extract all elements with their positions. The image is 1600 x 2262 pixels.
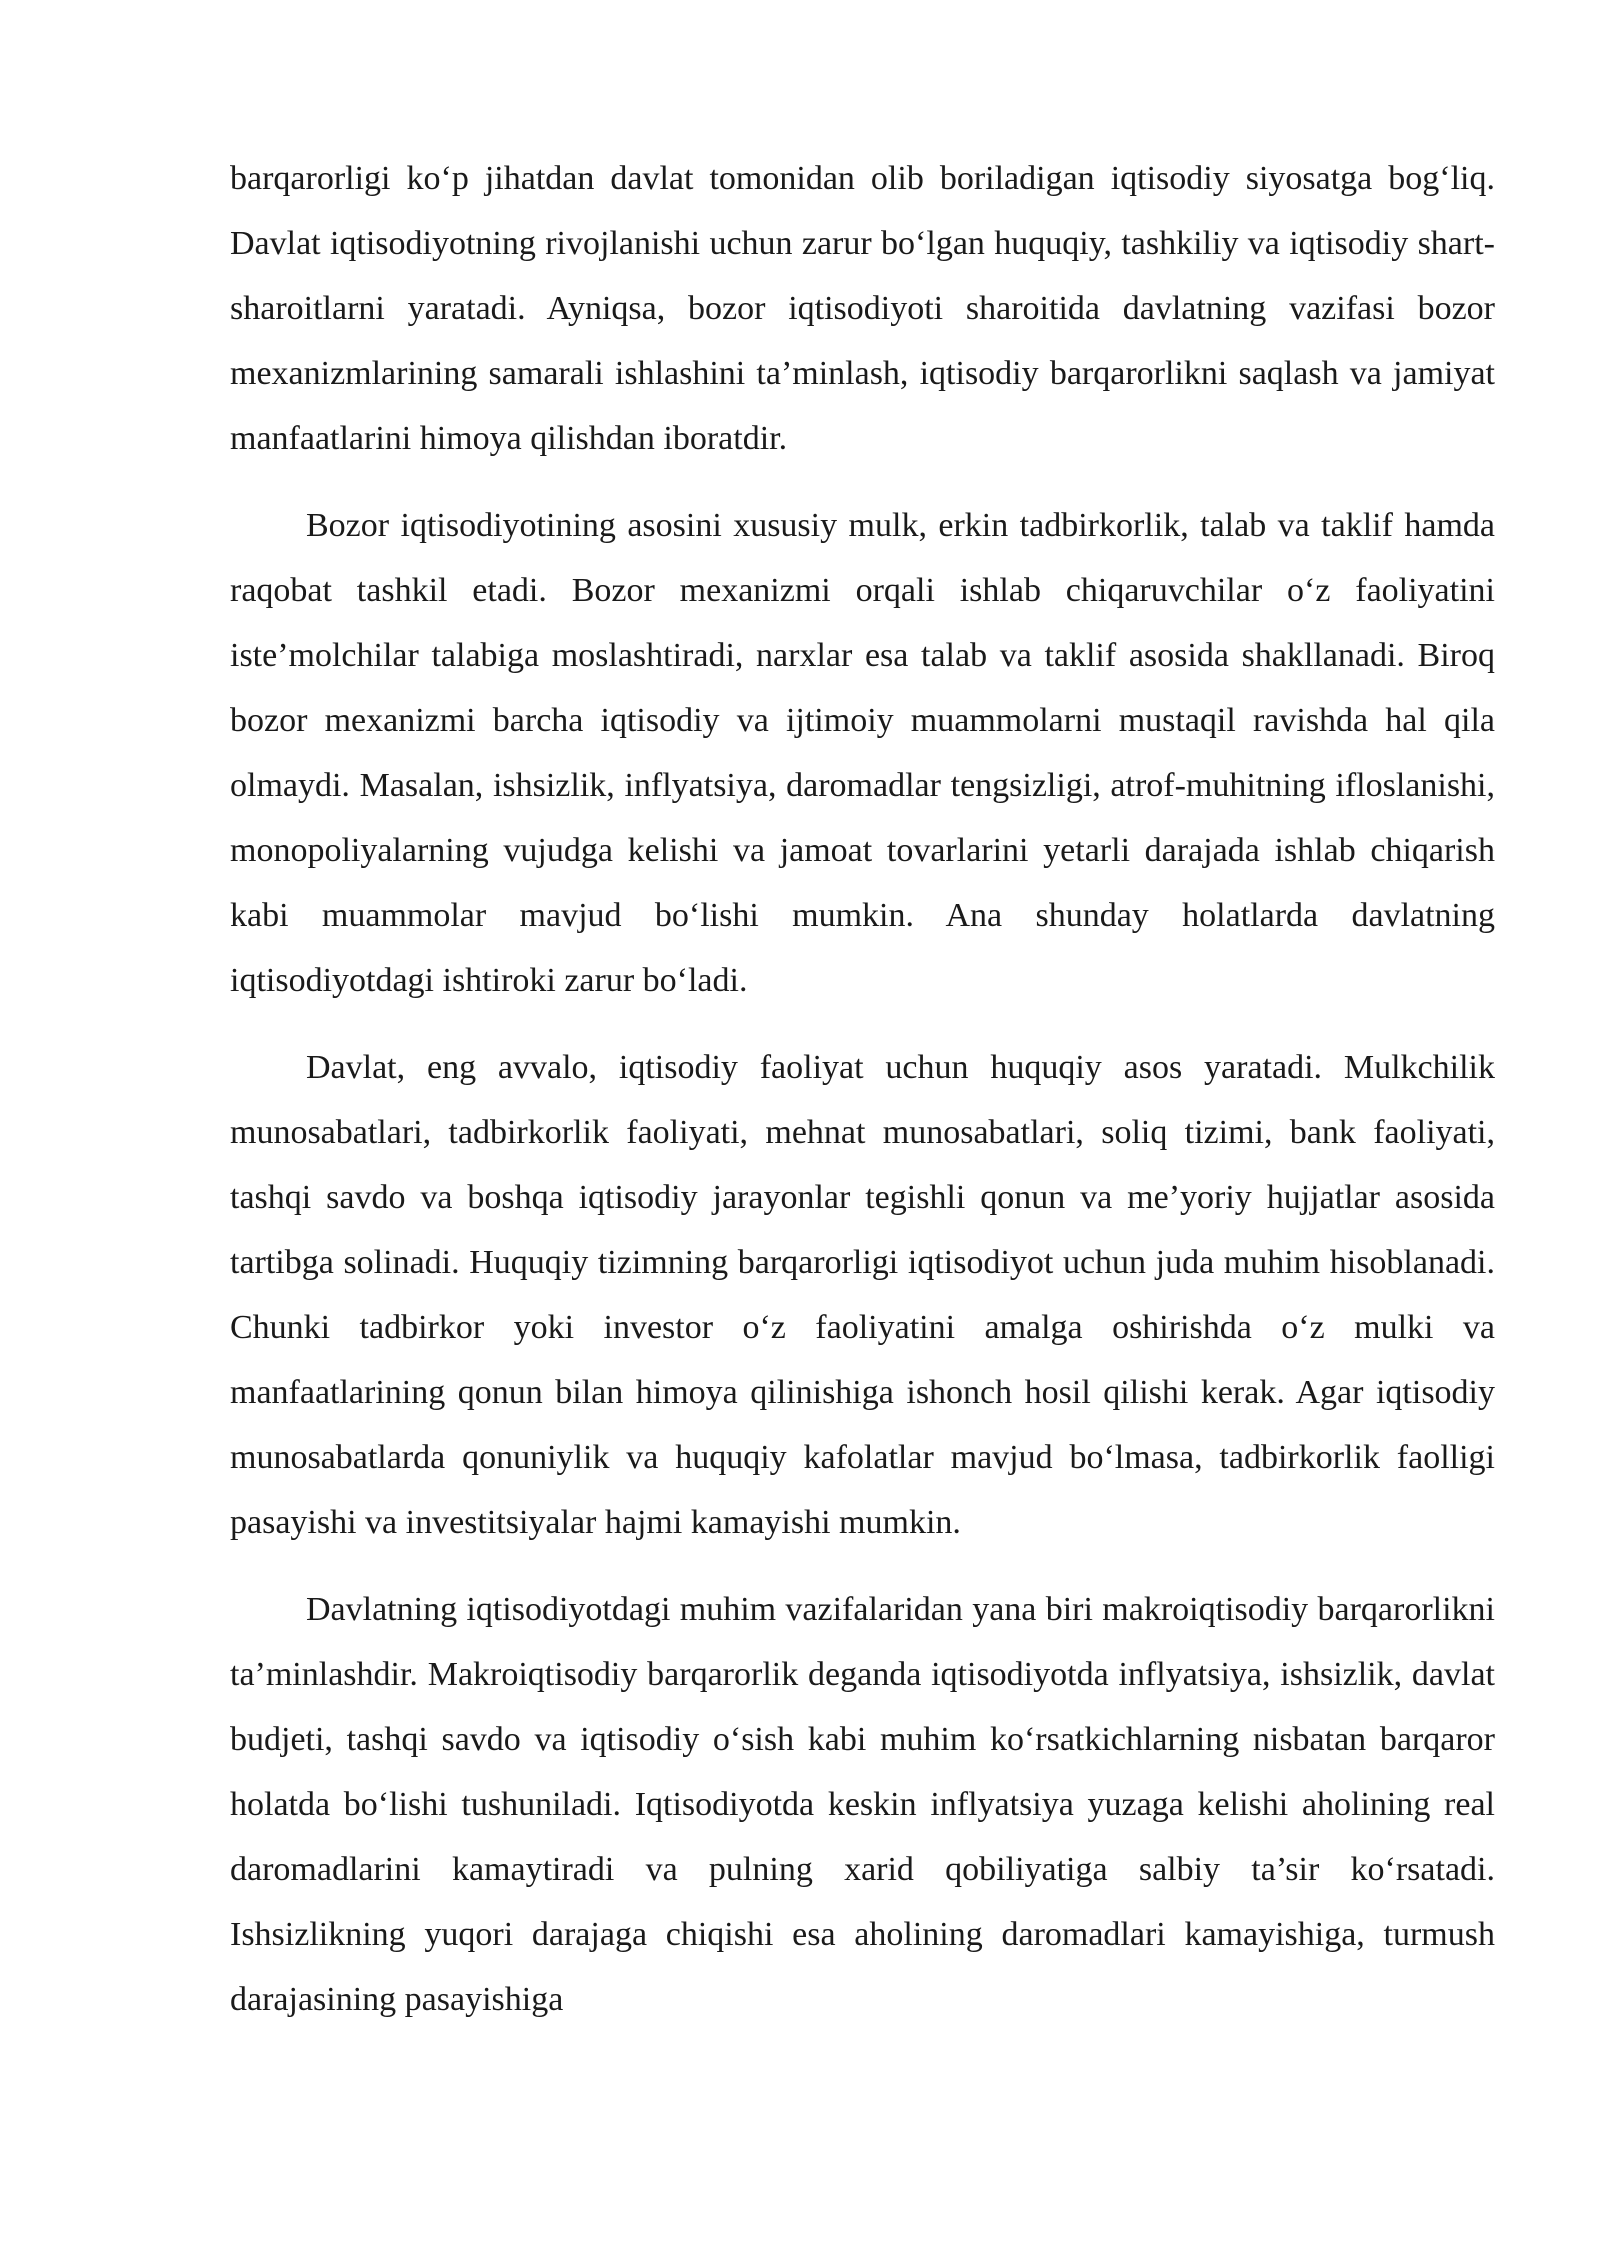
paragraph-2: Bozor iqtisodiyotining asosini xususiy mulk, erkin tadbirkorlik, talab va taklif hamda raqobat tashkil etadi. Bozor mexanizmi orqali ishlab chiqaruvchilar o‘z faoliyatini iste’molchilar talabiga moslashtiradi, narxlar esa talab va taklif asosida shakllanadi. Biroq bozor mexanizmi barcha iqtisodiy va ijtimoiy muammolarni mustaqil ravishda hal qila olmaydi. Masalan, ishsizlik, inflyatsiya, daromadlar tengsizligi, atrof-muhitning ifloslanishi, monopoliyalarning vujudga kelishi va jamoat tovarlarini yetarli darajada ishlab chiqarish kabi muammolar mavjud bo‘lishi mumkin. Ana shunday holatlarda davlatning iqtisodiyotdagi ishtiroki zarur bo‘ladi. (230, 507, 1495, 999)
paragraph-1: barqarorligi ko‘p jihatdan davlat tomonidan olib boriladigan iqtisodiy siyosatga bog‘liq. Davlat iqtisodiyotning rivojlanishi uchun zarur bo‘lgan huquqiy, tashkiliy va iqtisodiy shart-sharoitlarni yaratadi. Ayniqsa, bozor iqtisodiyoti sharoitida davlatning vazifasi bozor mexanizmlarining samarali ishlashini ta’minlash, iqtisodiy barqarorlikni saqlash va jamiyat manfaatlarini himoya qilishdan iboratdir. (230, 160, 1495, 457)
document-page (230, 146, 1495, 2054)
paragraph-4: Davlatning iqtisodiyotdagi muhim vazifalaridan yana biri makroiqtisodiy barqarorlikni ta’minlashdir. Makroiqtisodiy barqarorlik deganda iqtisodiyotda inflyatsiya, ishsizlik, davlat budjeti, tashqi savdo va iqtisodiy o‘sish kabi muhim ko‘rsatkichlarning nisbatan barqaror holatda bo‘lishi tushuniladi. Iqtisodiyotda keskin inflyatsiya yuzaga kelishi aholining real daromadlarini kamaytiradi va pulning xarid qobiliyatiga salbiy ta’sir ko‘rsatadi. Ishsizlikning yuqori darajaga chiqishi esa aholining daromadlari kamayishiga, turmush darajasining pasayishiga (230, 1591, 1495, 2018)
paragraph-3: Davlat, eng avvalo, iqtisodiy faoliyat uchun huquqiy asos yaratadi. Mulkchilik munosabatlari, tadbirkorlik faoliyati, mehnat munosabatlari, soliq tizimi, bank faoliyati, tashqi savdo va boshqa iqtisodiy jarayonlar tegishli qonun va me’yoriy hujjatlar asosida tartibga solinadi. Huquqiy tizimning barqarorligi iqtisodiyot uchun juda muhim hisoblanadi. Chunki tadbirkor yoki investor o‘z faoliyatini amalga oshirishda o‘z mulki va manfaatlarining qonun bilan himoya qilinishiga ishonch hosil qilishi kerak. Agar iqtisodiy munosabatlarda qonuniylik va huquqiy kafolatlar mavjud bo‘lmasa, tadbirkorlik faolligi pasayishi va investitsiyalar hajmi kamayishi mumkin. (230, 1049, 1495, 1541)
